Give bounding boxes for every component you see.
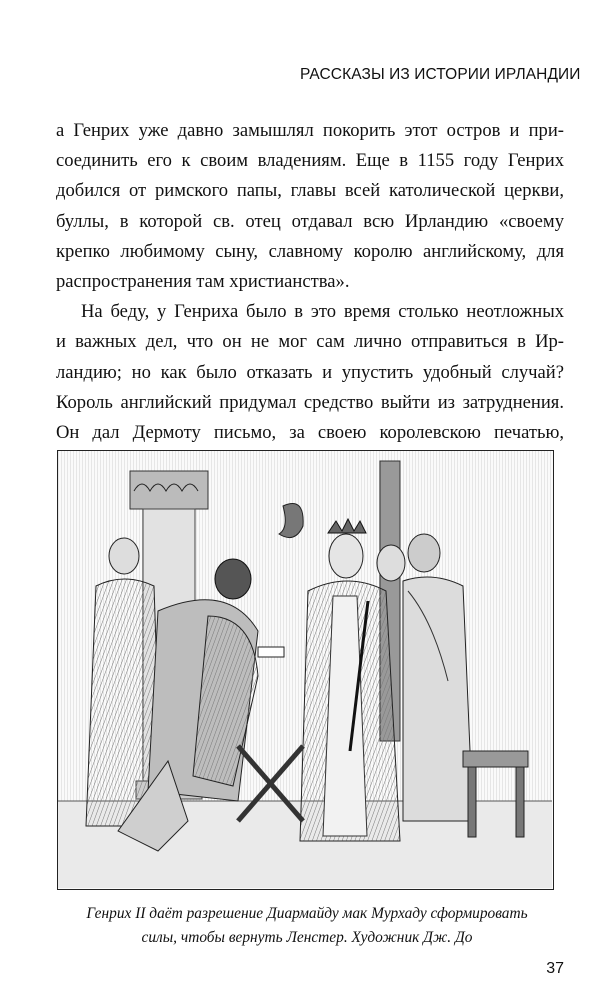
caption-line: Генрих II даёт разрешение Диармайду мак Мурхаду сформировать: [86, 905, 528, 922]
caption-line: силы, чтобы вернуть Ленстер. Художник Дж. До: [141, 929, 473, 946]
illustration-figure: [57, 450, 554, 890]
text-line: крепко любимому сыну, славному королю английскому, для: [56, 240, 564, 262]
text-line: добился от римского папы, главы всей католической церкви,: [56, 180, 564, 202]
page-number: 37: [546, 960, 564, 977]
text-line: буллы, в которой св. отец отдавал всю Ирландию «своему: [56, 210, 564, 232]
text-line: распространения там христианства».: [56, 270, 350, 292]
text-line: Он дал Дермоту письмо, за своею королевскою печатью,: [56, 421, 564, 443]
text-line: соединить его к своим владениям. Еще в 1155 году Генрих: [56, 150, 564, 172]
body-text: [56, 116, 564, 448]
text-line: На беду, у Генриха было в это время столько неотложных: [81, 301, 564, 323]
text-line: Король английский придумал средство выйти из затруднения.: [56, 391, 564, 413]
engraving-illustration: [58, 451, 552, 888]
running-header: РАССКАЗЫ ИЗ ИСТОРИИ ИРЛАНДИИ: [300, 66, 581, 83]
text-line: и важных дел, что он не мог сам лично отправиться в Ир-: [56, 331, 564, 353]
figure-caption: [46, 902, 568, 950]
text-line: а Генрих уже давно замышлял покорить этот остров и при-: [56, 120, 564, 141]
text-line: ландию; но как было отказать и упустить удобный случай?: [56, 361, 564, 383]
